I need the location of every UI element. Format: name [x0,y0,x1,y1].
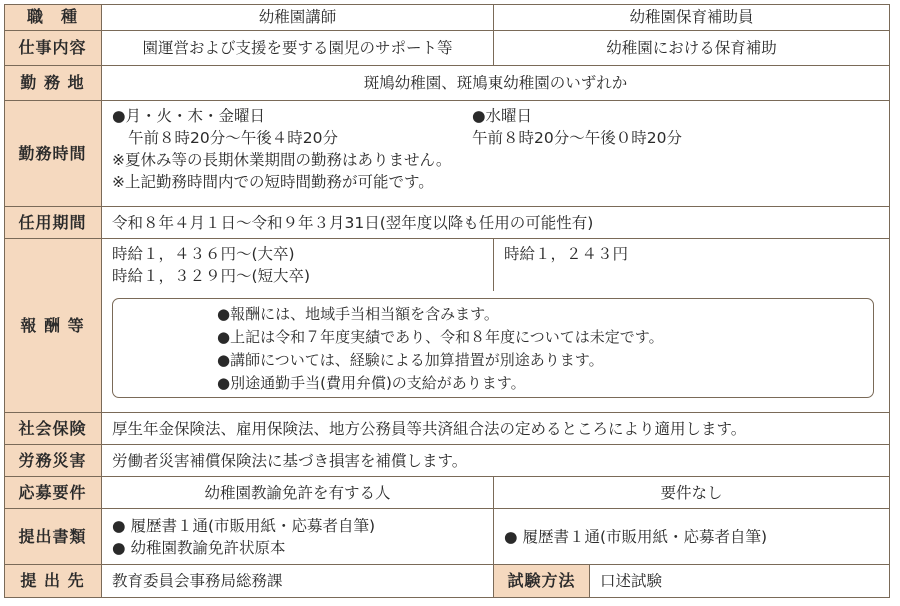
label-shokushu: 職 種 [4,4,102,31]
housyu-col1-line1: 時給１，４３６円～(大卒) [112,245,295,263]
shorui-col1-line2: ● 幼稚園教諭免許状原本 [112,538,286,557]
shokushu-col1: 幼稚園講師 [102,4,494,31]
label-naiyou: 仕事内容 [4,31,102,66]
shorui-col2 [494,509,890,565]
jikan-value [102,101,890,207]
housyu-col1-line2: 時給１，３２９円～(短大卒) [112,267,311,285]
label-kikan: 任用期間 [4,207,102,239]
label-saigai: 労務災害 [4,445,102,477]
housyu-note: ●上記は令和７年度実績であり、令和８年度については未定です。 [217,328,664,346]
saigai-value: 労働者災害補償保険法に基づき損害を補償します。 [102,445,890,477]
kikan-value: 令和８年４月１日～令和９年３月31日(翌年度以降も任用の可能性有) [102,207,890,239]
jikan-note1: ※夏休み等の長期休業期間の勤務はありません。 [112,151,452,169]
youken-col2: 要件なし [494,477,890,509]
teishutsusaki-value: 教育委員会事務局総務課 [102,565,494,598]
label-teishutsusaki: 提 出 先 [4,565,102,598]
jikan-b-days: ●水曜日 [472,107,533,125]
label-jikan: 勤務時間 [4,101,102,207]
youken-col1: 幼稚園教諭免許を有する人 [102,477,494,509]
kinmuchi-value: 斑鳩幼稚園、斑鳩東幼稚園のいずれか [102,66,890,101]
housyu-col2-line1: 時給１，２４３円 [504,245,629,263]
jikan-note2: ※上記勤務時間内での短時間勤務が可能です。 [112,173,434,191]
label-housyu: 報 酬 等 [4,239,102,413]
hoken-value: 厚生年金保険法、雇用保険法、地方公務員等共済組合法の定めるところにより適用します。 [102,413,890,445]
housyu-note: ●講師については、経験による加算措置が別途あります。 [217,351,604,369]
shorui-col1-line1: ● 履歴書１通(市販用紙・応募者自筆) [112,516,376,535]
shorui-col1 [102,509,494,565]
naiyou-col2: 幼稚園における保育補助 [494,31,890,66]
exam-method-text: 口述試験 [600,572,663,590]
shokushu-col2: 幼稚園保育補助員 [494,4,890,31]
jikan-b-time: 午前８時20分～午後０時20分 [472,129,682,147]
label-exam-method: 試験方法 [494,565,590,598]
jikan-a-time: 午前８時20分～午後４時20分 [128,129,338,147]
housyu-note: ●報酬には、地域手当相当額を含みます。 [217,305,499,323]
label-shorui: 提出書類 [4,509,102,565]
naiyou-col1: 園運営および支援を要する園児のサポート等 [102,31,494,66]
housyu-note: ●別途通勤手当(費用弁償)の支給があります。 [217,374,526,392]
exam-method-value [590,565,890,598]
shorui-col2-line1: ● 履歴書１通(市販用紙・応募者自筆) [504,527,768,546]
label-hoken: 社会保険 [4,413,102,445]
housyu-notes-box [112,298,874,398]
label-youken: 応募要件 [4,477,102,509]
label-kinmuchi: 勤 務 地 [4,66,102,101]
jikan-a-days: ●月・火・木・金曜日 [112,107,266,125]
